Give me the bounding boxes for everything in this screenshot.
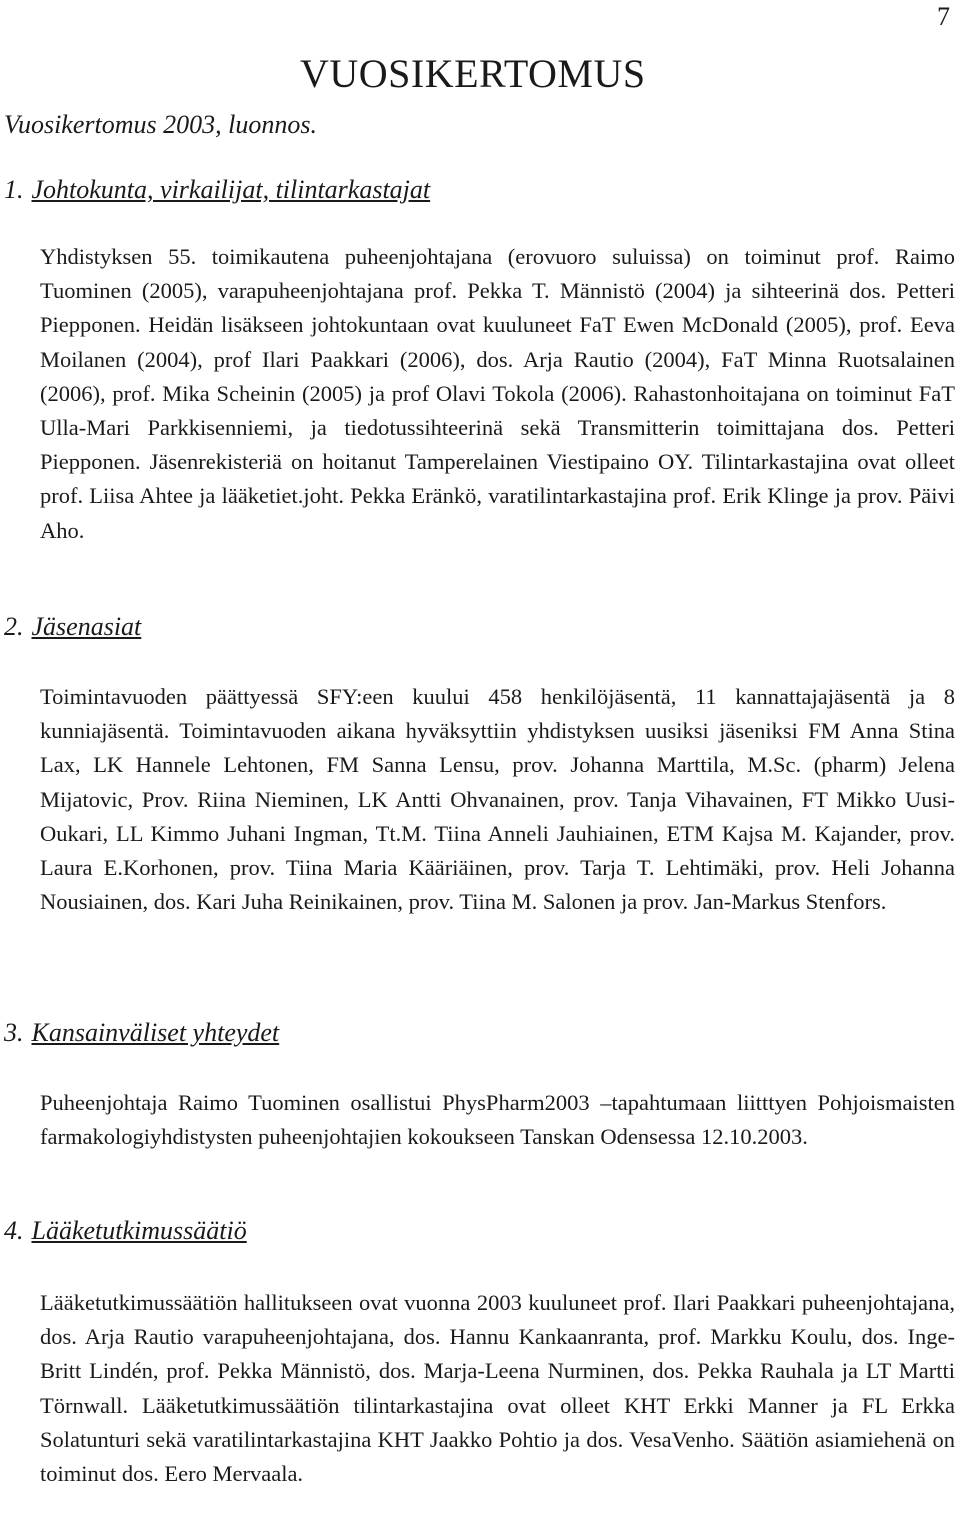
section-heading-label: Kansainväliset yhteydet	[31, 1018, 280, 1047]
section-body-2: Toimintavuoden päättyessä SFY:een kuului 458 henkilöjäsentä, 11 kannattajajäsentä ja 8 kunniajäsentä. Toimintavuoden aikana hyväksyttiin yhdistyksen uusiksi jäseniksi FM Anna Stina Lax, LK Hannele Lehtonen, FM Sanna Lensu, prov. Johanna Marttila, M.Sc. (pharm) Jelena Mijatovic, Prov. Riina Nieminen, LK Antti Ohvanainen, prov. Tanja Vihavainen, FT Mikko Uusi-Oukari, LL Kimmo Juhani Ingman, Tt.M. Tiina Anneli Jauhiainen, ETM Kajsa M. Kajander, prov. Laura E.Korhonen, prov. Tiina Maria Kääriäinen, prov. Tarja T. Lehtimäki, prov. Heli Johanna Nousiainen, dos. Kari Juha Reinikainen, prov. Tiina M. Salonen ja prov. Jan-Markus Stenfors.	[40, 684, 955, 915]
section-heading-3	[4, 1018, 279, 1048]
document-subtitle: Vuosikertomus 2003, luonnos.	[4, 110, 317, 139]
section-heading-label: Lääketutkimussäätiö	[31, 1216, 247, 1245]
section-body-4: Lääketutkimussäätiön hallitukseen ovat vuonna 2003 kuuluneet prof. Ilari Paakkari puheenjohtajana, dos. Arja Rautio varapuheenjohtajana, dos. Hannu Kankaanranta, prof. Markku Koulu, dos. Inge-Britt Lindén, prof. Pekka Männistö, dos. Marja-Leena Nurminen, dos. Pekka Rauhala ja LT Martti Törnwall. Lääketutkimussäätiön tilintarkastajina ovat olleet KHT Erkki Manner ja FL Erkka Solatunturi sekä varatilintarkastajina KHT Jaakko Pohtio ja dos. VesaVenho. Säätiön asiamiehenä on toiminut dos. Eero Mervaala.	[40, 1290, 955, 1487]
section-heading-label: Jäsenasiat	[31, 612, 142, 641]
page-number: 7	[937, 2, 950, 31]
section-number: 1.	[4, 175, 24, 204]
page-title: VUOSIKERTOMUS	[300, 51, 646, 96]
section-number: 3.	[4, 1018, 24, 1047]
section-heading-4	[4, 1216, 247, 1246]
section-heading-1	[4, 175, 430, 205]
section-heading-2	[4, 612, 141, 642]
section-body-3: Puheenjohtaja Raimo Tuominen osallistui PhysPharm2003 –tapahtumaan liitttyen Pohjoismaisten farmakologiyhdistysten puheenjohtajien kokoukseen Tanskan Odensessa 12.10.2003.	[40, 1090, 955, 1150]
section-body-1: Yhdistyksen 55. toimikautena puheenjohtajana (erovuoro suluissa) on toiminut prof. Raimo Tuominen (2005), varapuheenjohtajana prof. Pekka T. Männistö (2004) ja sihteerinä dos. Petteri Piepponen. Heidän lisäkseen johtokuntaan ovat kuuluneet FaT Ewen McDonald (2005), prof. Eeva Moilanen (2004), prof Ilari Paakkari (2006), dos. Arja Rautio (2004), FaT Minna Ruotsalainen (2006), prof. Mika Scheinin (2005) ja prof Olavi Tokola (2006). Rahastonhoitajana on toiminut FaT Ulla-Mari Parkkisenniemi, ja tiedotussihteerinä sekä Transmitterin toimittajana dos. Petteri Piepponen. Jäsenrekisteriä on hoitanut Tamperelainen Viestipaino OY. Tilintarkastajina ovat olleet prof. Liisa Ahtee ja lääketiet.joht. Pekka Eränkö, varatilintarkastajina prof. Erik Klinge ja prov. Päivi Aho.	[40, 244, 955, 543]
section-number: 4.	[4, 1216, 24, 1245]
section-heading-label: Johtokunta, virkailijat, tilintarkastajat	[31, 175, 431, 204]
section-number: 2.	[4, 612, 24, 641]
